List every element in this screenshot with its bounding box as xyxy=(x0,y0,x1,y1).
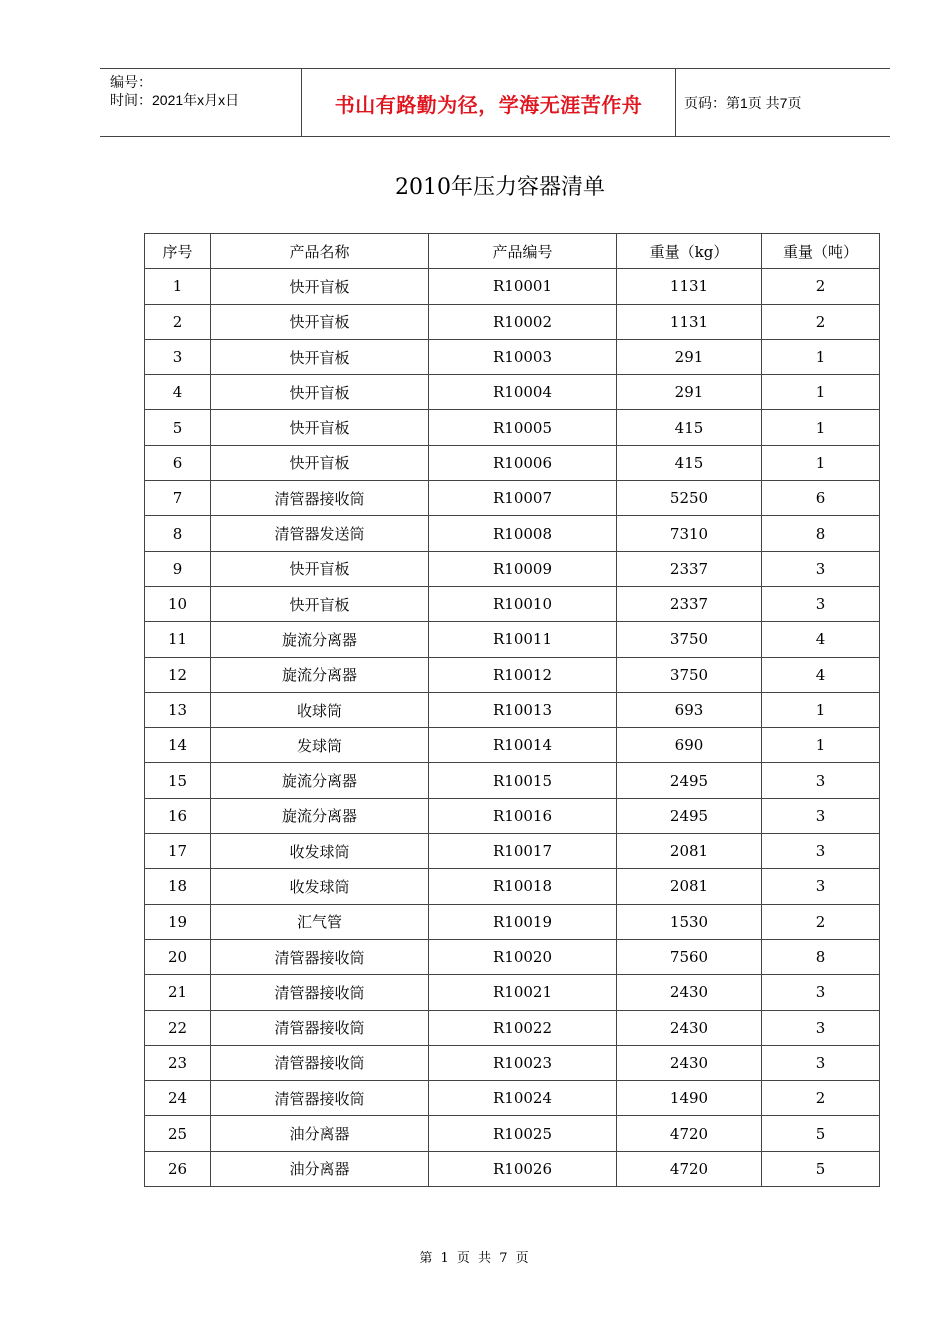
col-weight-ton-cell: 3 xyxy=(762,869,880,904)
col-weight-kg-cell: 5250 xyxy=(617,481,762,516)
col-seq-cell: 11 xyxy=(145,622,211,657)
col-product-code-cell: R10026 xyxy=(429,1151,617,1186)
col-weight-kg-cell: 2430 xyxy=(617,1010,762,1045)
col-weight-kg-cell: 415 xyxy=(617,445,762,480)
col-product-code-cell: R10005 xyxy=(429,410,617,445)
col-weight-ton-cell: 8 xyxy=(762,516,880,551)
col-seq-cell: 15 xyxy=(145,763,211,798)
col-product-name-cell: 清管器接收筒 xyxy=(211,975,429,1010)
number-label: 编号： xyxy=(110,74,152,90)
col-weight-ton-cell: 1 xyxy=(762,339,880,374)
col-weight-ton-cell: 1 xyxy=(762,728,880,763)
col-weight-ton-cell: 2 xyxy=(762,269,880,304)
col-seq-cell: 21 xyxy=(145,975,211,1010)
col-weight-kg-cell: 2337 xyxy=(617,586,762,621)
col-product-code-cell: R10015 xyxy=(429,763,617,798)
col-product-code-cell: R10024 xyxy=(429,1081,617,1116)
col-product-name-cell: 清管器接收筒 xyxy=(211,1045,429,1080)
col-product-name-cell: 旋流分离器 xyxy=(211,657,429,692)
col-weight-ton-cell: 4 xyxy=(762,657,880,692)
col-seq-cell: 9 xyxy=(145,551,211,586)
col-product-code-cell: R10022 xyxy=(429,1010,617,1045)
col-product-name-cell: 快开盲板 xyxy=(211,375,429,410)
vessel-table xyxy=(144,233,880,1187)
col-seq-cell: 14 xyxy=(145,728,211,763)
col-product-name-cell: 快开盲板 xyxy=(211,551,429,586)
page-title: 2010年压力容器清单 xyxy=(395,175,605,200)
col-weight-kg-cell: 3750 xyxy=(617,622,762,657)
col-weight-ton-cell: 1 xyxy=(762,445,880,480)
table-row xyxy=(145,375,880,410)
col-seq-cell: 4 xyxy=(145,375,211,410)
col-product-code-cell: R10017 xyxy=(429,834,617,869)
col-weight-kg-cell: 1131 xyxy=(617,304,762,339)
col-product-name-cell: 旋流分离器 xyxy=(211,622,429,657)
col-weight-kg-cell: 291 xyxy=(617,339,762,374)
col-product-code-cell: R10021 xyxy=(429,975,617,1010)
col-product-name-cell: 油分离器 xyxy=(211,1151,429,1186)
col-product-code-cell: R10023 xyxy=(429,1045,617,1080)
col-weight-ton-cell: 3 xyxy=(762,763,880,798)
col-weight-ton-cell: 2 xyxy=(762,1081,880,1116)
col-weight-kg-cell: 4720 xyxy=(617,1116,762,1151)
col-weight-ton-cell: 4 xyxy=(762,622,880,657)
col-product-name-cell: 清管器发送筒 xyxy=(211,516,429,551)
col-product-name-cell: 快开盲板 xyxy=(211,586,429,621)
col-product-code-cell: R10011 xyxy=(429,622,617,657)
col-weight-ton-cell: 1 xyxy=(762,692,880,727)
col-seq-cell: 26 xyxy=(145,1151,211,1186)
page-footer: 第 1 页 共 7 页 xyxy=(419,1251,531,1266)
col-product-name-cell: 快开盲板 xyxy=(211,304,429,339)
col-product-code-cell: R10018 xyxy=(429,869,617,904)
col-weight-kg-cell: 1131 xyxy=(617,269,762,304)
table-header-row xyxy=(145,234,880,269)
col-weight-kg-cell: 2081 xyxy=(617,834,762,869)
table-row xyxy=(145,410,880,445)
page-info: 页码：第1页 共7页 xyxy=(684,94,802,111)
table-row xyxy=(145,1151,880,1186)
col-weight-kg-cell: 1530 xyxy=(617,904,762,939)
col-product-code-cell: R10025 xyxy=(429,1116,617,1151)
col-seq-cell: 13 xyxy=(145,692,211,727)
col-seq-cell: 22 xyxy=(145,1010,211,1045)
time-label: 时间：2021年x月x日 xyxy=(110,92,240,108)
col-product-code-header: 产品编号 xyxy=(429,234,617,269)
col-product-name-header: 产品名称 xyxy=(211,234,429,269)
table-row xyxy=(145,586,880,621)
col-product-name-cell: 收球筒 xyxy=(211,692,429,727)
col-seq-cell: 23 xyxy=(145,1045,211,1080)
col-weight-kg-cell: 7310 xyxy=(617,516,762,551)
table-body xyxy=(145,269,880,1187)
col-weight-ton-header: 重量（吨） xyxy=(762,234,880,269)
col-seq-cell: 24 xyxy=(145,1081,211,1116)
col-weight-kg-cell: 2430 xyxy=(617,975,762,1010)
col-product-name-cell: 收发球筒 xyxy=(211,834,429,869)
table-row xyxy=(145,834,880,869)
col-seq-cell: 5 xyxy=(145,410,211,445)
col-product-code-cell: R10016 xyxy=(429,798,617,833)
table-row xyxy=(145,939,880,974)
col-weight-ton-cell: 5 xyxy=(762,1116,880,1151)
col-weight-kg-cell: 2337 xyxy=(617,551,762,586)
col-seq-cell: 12 xyxy=(145,657,211,692)
table-row xyxy=(145,1081,880,1116)
col-weight-kg-cell: 4720 xyxy=(617,1151,762,1186)
col-weight-ton-cell: 3 xyxy=(762,1045,880,1080)
table-row xyxy=(145,551,880,586)
col-seq-cell: 3 xyxy=(145,339,211,374)
col-weight-ton-cell: 6 xyxy=(762,481,880,516)
col-weight-ton-cell: 8 xyxy=(762,939,880,974)
col-product-code-cell: R10019 xyxy=(429,904,617,939)
col-seq-header: 序号 xyxy=(145,234,211,269)
col-weight-kg-header: 重量（kg） xyxy=(617,234,762,269)
table-row xyxy=(145,269,880,304)
col-weight-ton-cell: 2 xyxy=(762,304,880,339)
col-product-name-cell: 清管器接收筒 xyxy=(211,1081,429,1116)
col-product-code-cell: R10012 xyxy=(429,657,617,692)
col-weight-ton-cell: 5 xyxy=(762,1151,880,1186)
col-product-code-cell: R10013 xyxy=(429,692,617,727)
col-weight-ton-cell: 3 xyxy=(762,798,880,833)
table-row xyxy=(145,304,880,339)
table-row xyxy=(145,516,880,551)
col-weight-kg-cell: 1490 xyxy=(617,1081,762,1116)
col-weight-ton-cell: 3 xyxy=(762,1010,880,1045)
col-weight-kg-cell: 690 xyxy=(617,728,762,763)
col-product-name-cell: 清管器接收筒 xyxy=(211,481,429,516)
table-row xyxy=(145,1010,880,1045)
col-weight-kg-cell: 2430 xyxy=(617,1045,762,1080)
col-weight-ton-cell: 1 xyxy=(762,375,880,410)
col-product-code-cell: R10014 xyxy=(429,728,617,763)
table-row xyxy=(145,904,880,939)
col-weight-kg-cell: 291 xyxy=(617,375,762,410)
col-weight-kg-cell: 2081 xyxy=(617,869,762,904)
document-header xyxy=(100,68,890,137)
col-weight-kg-cell: 415 xyxy=(617,410,762,445)
col-product-code-cell: R10010 xyxy=(429,586,617,621)
col-weight-kg-cell: 3750 xyxy=(617,657,762,692)
table-row xyxy=(145,1045,880,1080)
table-row xyxy=(145,763,880,798)
col-product-code-cell: R10008 xyxy=(429,516,617,551)
table-row xyxy=(145,869,880,904)
col-seq-cell: 17 xyxy=(145,834,211,869)
table-row xyxy=(145,657,880,692)
col-weight-ton-cell: 3 xyxy=(762,586,880,621)
table-row xyxy=(145,798,880,833)
col-seq-cell: 19 xyxy=(145,904,211,939)
table-row xyxy=(145,481,880,516)
table-row xyxy=(145,622,880,657)
col-seq-cell: 7 xyxy=(145,481,211,516)
col-product-code-cell: R10002 xyxy=(429,304,617,339)
col-product-code-cell: R10009 xyxy=(429,551,617,586)
col-seq-cell: 2 xyxy=(145,304,211,339)
col-seq-cell: 25 xyxy=(145,1116,211,1151)
col-weight-ton-cell: 3 xyxy=(762,975,880,1010)
col-seq-cell: 8 xyxy=(145,516,211,551)
col-weight-kg-cell: 7560 xyxy=(617,939,762,974)
col-weight-ton-cell: 1 xyxy=(762,410,880,445)
col-product-name-cell: 旋流分离器 xyxy=(211,798,429,833)
table-row xyxy=(145,728,880,763)
col-product-name-cell: 汇气管 xyxy=(211,904,429,939)
col-product-name-cell: 油分离器 xyxy=(211,1116,429,1151)
col-product-code-cell: R10003 xyxy=(429,339,617,374)
table-row xyxy=(145,339,880,374)
col-seq-cell: 16 xyxy=(145,798,211,833)
header-meta xyxy=(100,69,302,136)
col-seq-cell: 18 xyxy=(145,869,211,904)
col-product-code-cell: R10006 xyxy=(429,445,617,480)
motto: 书山有路勤为径，学海无涯苦作舟 xyxy=(302,69,676,136)
table-row xyxy=(145,1116,880,1151)
col-product-code-cell: R10020 xyxy=(429,939,617,974)
col-seq-cell: 10 xyxy=(145,586,211,621)
col-product-name-cell: 清管器接收筒 xyxy=(211,939,429,974)
col-weight-kg-cell: 2495 xyxy=(617,798,762,833)
col-product-name-cell: 快开盲板 xyxy=(211,339,429,374)
col-weight-ton-cell: 3 xyxy=(762,551,880,586)
col-seq-cell: 20 xyxy=(145,939,211,974)
col-product-name-cell: 收发球筒 xyxy=(211,869,429,904)
col-weight-ton-cell: 3 xyxy=(762,834,880,869)
col-product-code-cell: R10007 xyxy=(429,481,617,516)
col-product-name-cell: 快开盲板 xyxy=(211,410,429,445)
col-product-code-cell: R10004 xyxy=(429,375,617,410)
table-row xyxy=(145,692,880,727)
col-product-name-cell: 清管器接收筒 xyxy=(211,1010,429,1045)
col-product-name-cell: 快开盲板 xyxy=(211,269,429,304)
col-product-name-cell: 旋流分离器 xyxy=(211,763,429,798)
col-weight-ton-cell: 2 xyxy=(762,904,880,939)
col-seq-cell: 1 xyxy=(145,269,211,304)
col-seq-cell: 6 xyxy=(145,445,211,480)
col-weight-kg-cell: 693 xyxy=(617,692,762,727)
table-row xyxy=(145,975,880,1010)
table-row xyxy=(145,445,880,480)
col-weight-kg-cell: 2495 xyxy=(617,763,762,798)
col-product-name-cell: 发球筒 xyxy=(211,728,429,763)
col-product-code-cell: R10001 xyxy=(429,269,617,304)
col-product-name-cell: 快开盲板 xyxy=(211,445,429,480)
